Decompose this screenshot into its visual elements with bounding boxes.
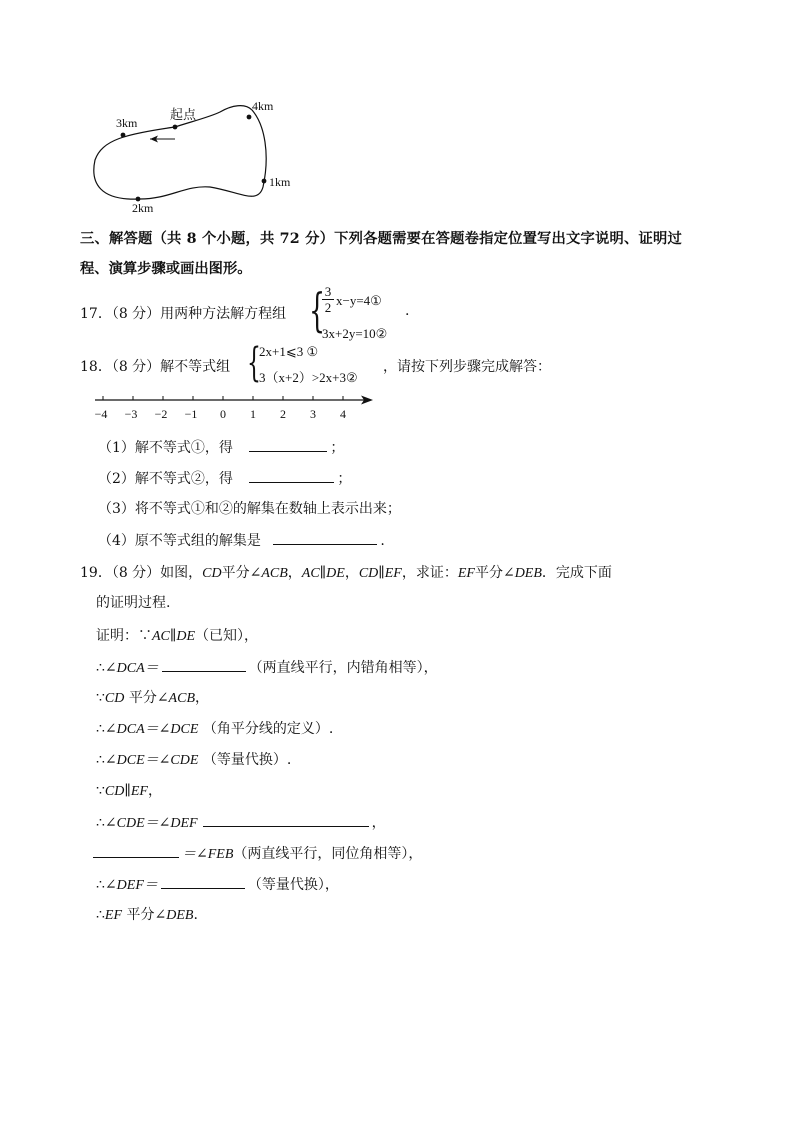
proof-5-pre: ∴	[96, 752, 105, 768]
q18-brace: {	[247, 340, 261, 386]
q18-step2-end: ；	[337, 471, 352, 487]
proof-9-pre: ∴	[96, 877, 105, 893]
proof-4-math: ∠DCA＝∠DCE	[104, 722, 199, 737]
q18-ineq1: 2x+1⩽3 ①	[259, 344, 319, 359]
label-4km: 4km	[252, 99, 274, 113]
q18-step1-end: ；	[330, 440, 345, 456]
proof-5-post: （等量代换）.	[202, 752, 292, 768]
proof-8-post: （两直线平行，同位角相等），	[233, 846, 423, 862]
proof-8-math: ＝∠FEB	[182, 847, 234, 862]
proof-line-3	[96, 687, 209, 707]
q19-acde: AC∥DE	[301, 566, 345, 581]
q19-line1	[80, 562, 612, 582]
label-2km: 2km	[132, 201, 154, 215]
proof-9-post: （等量代换），	[247, 877, 339, 893]
point-start	[173, 125, 178, 130]
proof-1-pre: 证明：∵	[96, 628, 152, 644]
number-line-tick-label: 2	[280, 407, 286, 421]
label-1km: 1km	[269, 175, 291, 189]
q19-cdef: CD∥EF	[358, 566, 402, 581]
q19-acb: ∠ACB	[249, 566, 288, 581]
section3-heading-line1: 三、解答题（共 8 个小题，共 72 分）下列各题需要在答题卷指定位置写出文字说明、证明过	[80, 231, 683, 247]
q17-prefix: 17．（8 分）用两种方法解方程组	[80, 306, 287, 322]
proof-3-math1: CD	[104, 691, 125, 706]
proof-9-math: ∠DEF＝	[104, 878, 158, 893]
label-start: 起点	[170, 108, 197, 123]
proof-1-post: （已知），	[195, 628, 259, 644]
number-line-tick-label: −4	[94, 407, 108, 421]
proof-10-math2: ∠DEB	[154, 908, 194, 923]
q19-line2: 的证明过程.	[96, 595, 171, 611]
number-line-tick-label: 1	[250, 407, 256, 421]
proof-8-blank[interactable]	[93, 842, 179, 858]
proof-3-mid: 平分	[124, 690, 157, 706]
point-1km	[262, 179, 267, 184]
proof-line-6	[96, 780, 162, 800]
q17-frac-den: 2	[324, 300, 332, 315]
proof-3-math2: ∠ACB	[156, 691, 195, 706]
q18-step1-blank[interactable]	[249, 436, 327, 452]
proof-2-math: ∠DCA＝	[104, 661, 159, 676]
proof-3-post: ，	[195, 690, 209, 706]
number-line-tick-label: −1	[184, 407, 198, 421]
number-line-tick-label: −2	[154, 407, 168, 421]
q17-eq1: x−y=4①	[336, 293, 382, 308]
proof-6-pre: ∵	[96, 783, 105, 799]
q18-step1	[98, 436, 344, 457]
proof-10-mid: 平分	[122, 907, 155, 923]
q19-cd: CD	[202, 566, 222, 581]
proof-2-pre: ∴	[96, 660, 105, 676]
q17-frac-num: 3	[324, 284, 332, 299]
q18-step4-text: （4）原不等式组的解集是	[98, 533, 261, 549]
q19-qiuzheng: ，求证：	[401, 565, 458, 581]
proof-4-pre: ∴	[96, 721, 105, 737]
q17-eq2: 3x+2y=10②	[322, 326, 388, 341]
proof-line-2	[96, 656, 438, 677]
route-diagram	[80, 95, 320, 220]
q18-prefix: 18．（8 分）解不等式组	[80, 359, 231, 375]
q17-suffix: .	[405, 303, 410, 319]
q18-step3: （3）将不等式①和②的解集在数轴上表示出来；	[98, 501, 401, 517]
point-3km	[121, 133, 126, 138]
q18-step2-blank[interactable]	[249, 467, 334, 483]
proof-6-math: CD∥EF	[104, 784, 148, 799]
q18-suffix: ，请按下列步骤完成解答：	[383, 359, 551, 375]
proof-10-post: .	[193, 907, 198, 923]
proof-7-blank[interactable]	[203, 811, 369, 827]
proof-line-1	[96, 625, 258, 645]
proof-line-7	[96, 811, 386, 832]
q18-step4	[98, 529, 385, 550]
q18-step4-end: .	[380, 533, 385, 549]
proof-7-post: ，	[371, 815, 386, 831]
proof-line-10	[96, 904, 198, 924]
proof-2-blank[interactable]	[162, 656, 246, 672]
q17-fraction	[322, 285, 334, 314]
proof-10-math1: EF	[104, 908, 123, 923]
label-3km: 3km	[116, 116, 138, 130]
q18-step2-text: （2）解不等式②，得	[98, 471, 233, 487]
proof-10-pre: ∴	[96, 907, 105, 923]
point-4km	[247, 115, 252, 120]
proof-line-4	[96, 718, 333, 738]
proof-7-math: ∠CDE＝∠DEF	[104, 816, 198, 831]
proof-line-5	[96, 749, 291, 769]
proof-line-9	[96, 873, 339, 894]
number-line-tick-label: 4	[340, 407, 346, 421]
q19-deb: ∠DEB	[502, 566, 542, 581]
q17-brace: {	[309, 283, 326, 337]
number-line-tick-label: −3	[124, 407, 138, 421]
q18-step1-text: （1）解不等式①，得	[98, 440, 233, 456]
proof-5-math: ∠DCE＝∠CDE	[104, 753, 199, 768]
q19-comma-1: ，	[287, 565, 302, 581]
q19-pingfen-1: 平分	[221, 565, 250, 581]
proof-2-post: （两直线平行，内错角相等），	[248, 660, 438, 676]
number-line-tick-label: 3	[310, 407, 316, 421]
proof-4-post: （角平分线的定义）.	[202, 721, 334, 737]
q19-line1-post: ．完成下面	[541, 565, 612, 581]
proof-3-pre: ∵	[96, 690, 105, 706]
section3-heading-line2: 程、演算步骤或画出图形。	[80, 261, 252, 277]
q19-ef: EF	[457, 566, 475, 581]
number-line-tick-label: 0	[220, 407, 226, 421]
q19-line1-pre: 19．（8 分）如图，	[80, 565, 203, 581]
proof-line-8	[93, 842, 422, 863]
q19-pingfen-2: 平分	[474, 565, 503, 581]
q18-step4-blank[interactable]	[273, 529, 377, 545]
proof-7-pre: ∴	[96, 815, 105, 831]
q18-ineq2: 3（x+2）>2x+3②	[259, 370, 358, 385]
proof-1-math: AC∥DE	[152, 629, 196, 644]
proof-6-post: ，	[147, 783, 162, 799]
q19-comma-2: ，	[344, 565, 359, 581]
q18-step2	[98, 467, 351, 488]
proof-9-blank[interactable]	[161, 873, 245, 889]
